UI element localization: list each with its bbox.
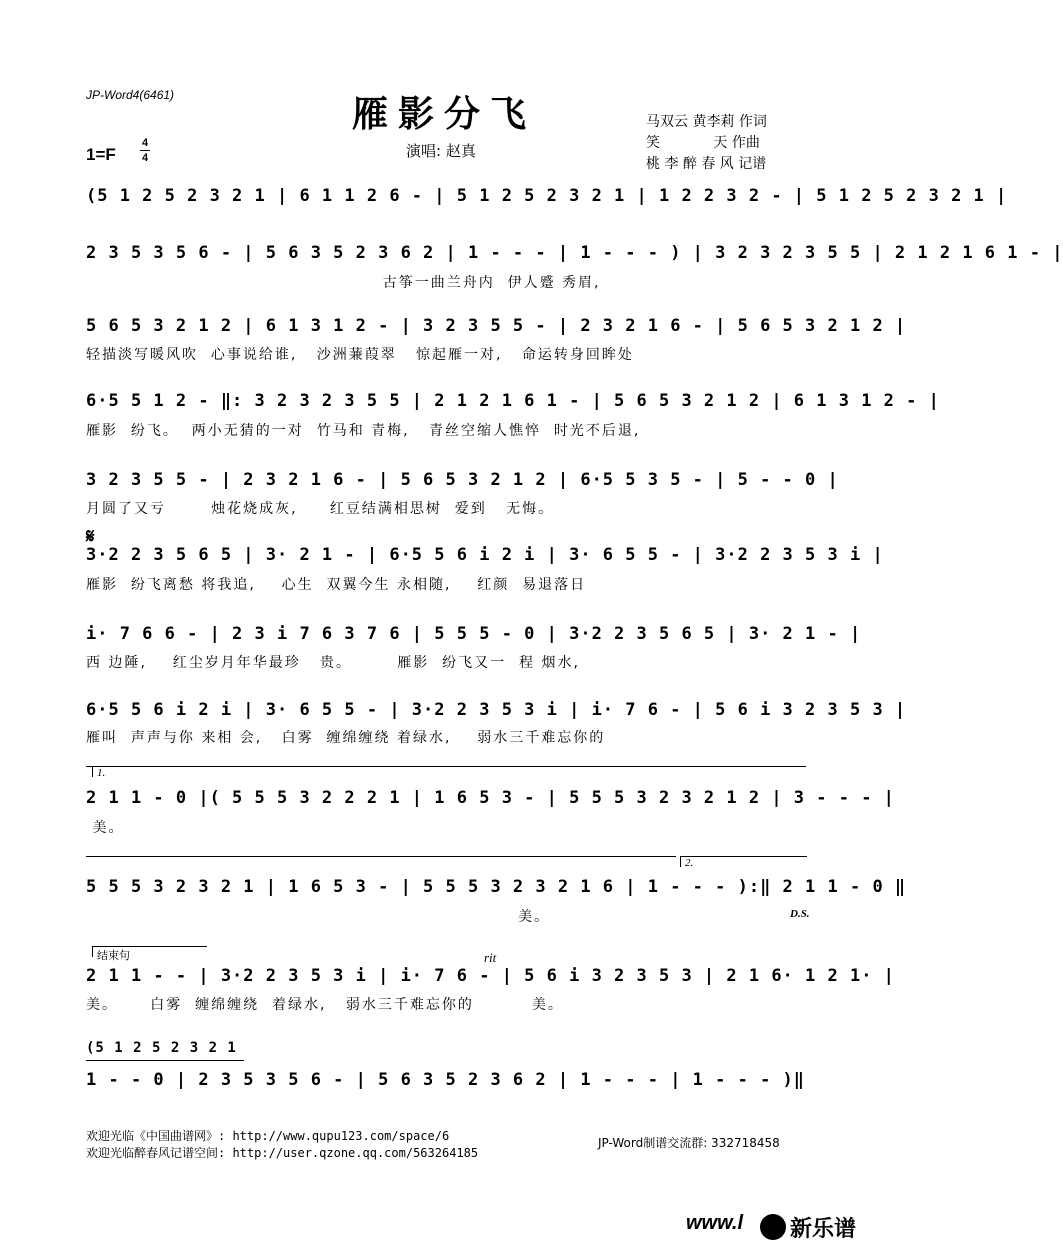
- staff-3-notes: 5 6 5 3 2 1 2 | 6 1 3 1 2 - | 3 2 3 5 5 - | 2 3 2 1 6 - | 5 6 5 3 2 1 2 |: [86, 316, 907, 336]
- staff-2-notes: 2 3 5 3 5 6 - | 5 6 3 5 2 3 6 2 | 1 - - - | 1 - - - ) | 3 2 3 2 3 5 5 | 2 1 2 1 6 1 - |: [86, 243, 1063, 263]
- staff-2-lyrics: 古筝一曲兰舟内 伊人蹙 秀眉,: [86, 275, 601, 291]
- composer-credit: 笑 天 作曲: [646, 135, 760, 151]
- singer: 演唱: 赵真: [406, 142, 476, 160]
- lyricist-credit: 马双云 黄李莉 作词: [646, 114, 767, 130]
- watermark-url: www.l: [686, 1212, 744, 1234]
- transcriber-credit: 桃 李 醉 春 风 记谱: [646, 156, 767, 172]
- software-note: JP-Word4(6461): [86, 88, 175, 102]
- coda-label: 结束句: [97, 949, 130, 962]
- record-disc-icon: [760, 1214, 786, 1240]
- qq-group: JP-Word制谱交流群: 332718458: [598, 1136, 780, 1150]
- staff-7-notes: i· 7 6 6 - | 2 3 i 7 6 3 7 6 | 5 5 5 - 0 | 3·2 2 3 5 6 5 | 3· 2 1 - |: [86, 624, 862, 644]
- upper-voice-divider: [86, 1060, 244, 1061]
- footer-links: [86, 1128, 478, 1162]
- credits: [646, 112, 767, 175]
- upper-voice-notes: (5 1 2 5 2 3 2 1: [86, 1040, 237, 1056]
- staff-8-lyrics: 雁叫 声声与你 来相 会, 白雾 缠绵缠绕 着绿水, 弱水三千难忘你的: [86, 730, 606, 746]
- staff-4-notes: 6·5 5 1 2 - ‖: 3 2 3 2 3 5 5 | 2 1 2 1 6 1 - | 5 6 5 3 2 1 2 | 6 1 3 1 2 - |: [86, 391, 940, 411]
- staff-4-lyrics: 雁影 纷飞。 两小无猜的一对 竹马和 青梅, 青丝空缩人憔悴 时光不后退,: [86, 423, 641, 439]
- volta-1-bracket: [92, 766, 137, 777]
- segno-sign: 𝄋: [86, 524, 95, 548]
- watermark-name: 新乐谱: [790, 1217, 857, 1242]
- volta-2-bracket: [680, 856, 807, 867]
- volta-2-label: 2.: [685, 857, 694, 869]
- staff-11-lyrics: 美。 白雾 缠绵缠绕 着绿水, 弱水三千难忘你的 美。: [86, 997, 564, 1013]
- volta-1-label: 1.: [97, 767, 106, 779]
- staff-1-notes: (5 1 2 5 2 3 2 1 | 6 1 1 2 6 - | 5 1 2 5 2 3 2 1 | 1 2 2 3 2 - | 5 1 2 5 2 3 2 1 |: [86, 186, 1008, 206]
- coda-bracket: [92, 946, 207, 962]
- song-title: 雁影分飞: [351, 93, 536, 135]
- volta-1-line: [86, 766, 806, 767]
- time-signature-bottom: 4: [141, 152, 149, 164]
- staff-8-notes: 6·5 5 6 i 2 i | 3· 6 5 5 - | 3·2 2 3 5 3 i | i· 7 6 - | 5 6 i 3 2 3 5 3 |: [86, 700, 907, 720]
- staff-9-notes: 2 1 1 - 0 |( 5 5 5 3 2 2 2 1 | 1 6 5 3 - | 5 5 5 3 2 3 2 1 2 | 3 - - - |: [86, 788, 895, 808]
- staff-11-notes: 2 1 1 - - | 3·2 2 3 5 3 i | i· 7 6 - | 5 6 i 3 2 3 5 3 | 2 1 6· 1 2 1· |: [86, 966, 895, 986]
- staff-6-notes: 3·2 2 3 5 6 5 | 3· 2 1 - | 6·5 5 6 i 2 i | 3· 6 5 5 - | 3·2 2 3 5 3 i |: [86, 545, 884, 565]
- staff-10-lyrics: 美。: [86, 909, 551, 925]
- staff-5-notes: 3 2 3 5 5 - | 2 3 2 1 6 - | 5 6 5 3 2 1 2 | 6·5 5 3 5 - | 5 - - 0 |: [86, 470, 839, 490]
- time-signature-bar: [140, 150, 150, 151]
- ritardando-mark: rit: [484, 950, 497, 965]
- time-signature: [140, 137, 150, 164]
- volta-1-continue-line: [86, 856, 676, 857]
- dal-segno: D.S.: [790, 908, 810, 920]
- staff-12-notes: 1 - - 0 | 2 3 5 3 5 6 - | 5 6 3 5 2 3 6 2 | 1 - - - | 1 - - - )‖: [86, 1070, 806, 1090]
- staff-6-lyrics: 雁影 纷飞离愁 将我追, 心生 双翼今生 永相随, 红颜 易退落日: [86, 577, 587, 593]
- footer-link-qupu[interactable]: 欢迎光临《中国曲谱网》: http://www.qupu123.com/space/6: [86, 1129, 450, 1143]
- staff-3-lyrics: 轻描淡写暖风吹 心事说给谁, 沙洲蒹葭翠 惊起雁一对, 命运转身回眸处: [86, 347, 634, 363]
- staff-7-lyrics: 西 边陲, 红尘岁月年华最珍 贵。 雁影 纷飞又一 程 烟水,: [86, 655, 580, 671]
- staff-5-lyrics: 月圆了又亏 烛花烧成灰, 红豆结满相思树 爱到 无悔。: [86, 501, 555, 517]
- footer-link-qzone[interactable]: 欢迎光临醉春风记谱空间: http://user.qzone.qq.com/563264185: [86, 1146, 479, 1160]
- time-signature-top: 4: [141, 137, 149, 149]
- staff-9-lyrics: 美。: [86, 820, 125, 836]
- staff-10-notes: 5 5 5 3 2 3 2 1 | 1 6 5 3 - | 5 5 5 3 2 3 2 1 6 | 1 - - - ):‖ 2 1 1 - 0 ‖: [86, 877, 907, 897]
- key-signature: 1=F: [86, 145, 116, 164]
